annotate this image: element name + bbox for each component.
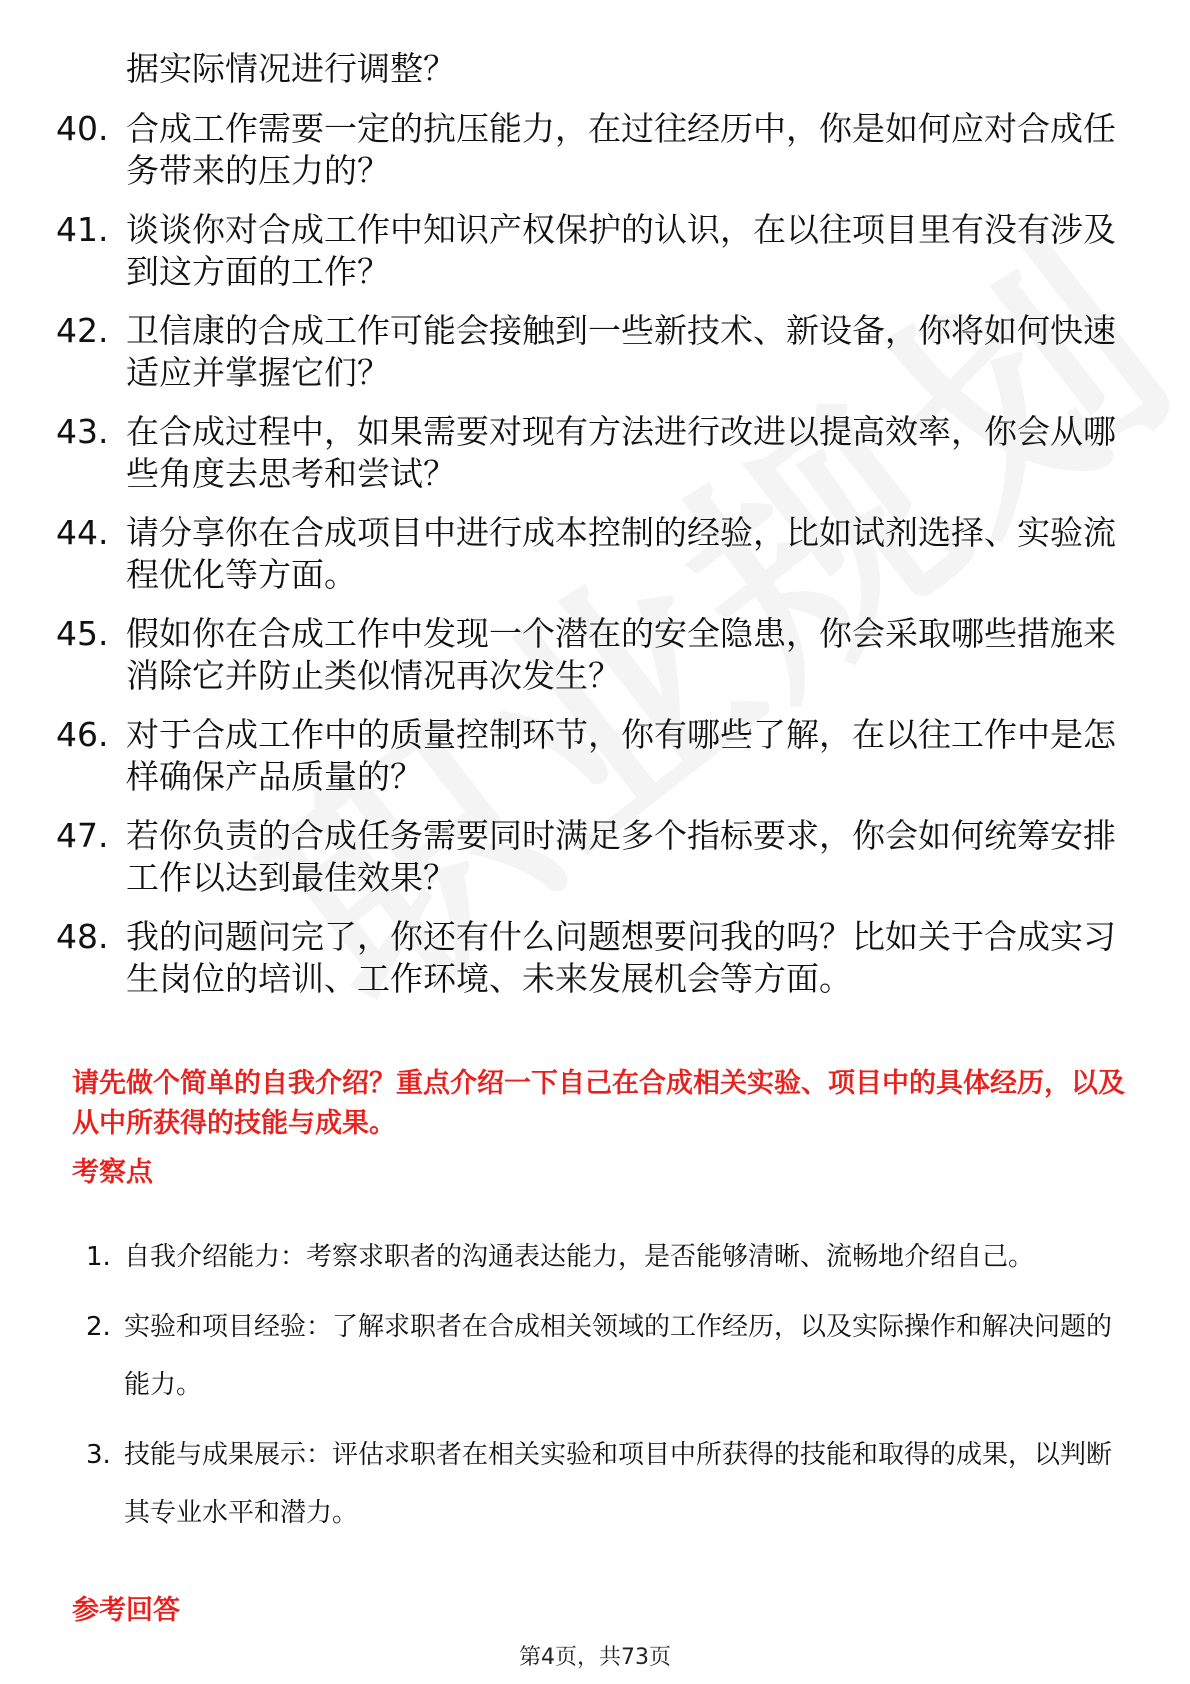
- question-text: 若你负责的合成任务需要同时满足多个指标要求，你会如何统筹安排工作以达到最佳效果？: [126, 816, 1116, 897]
- question-number: 40.: [56, 109, 109, 148]
- question-item: [56, 209, 1136, 293]
- question-number: 44.: [56, 513, 109, 552]
- question-text: 对于合成工作中的质量控制环节，你有哪些了解，在以往工作中是怎样确保产品质量的？: [126, 715, 1116, 796]
- list-number: 3.: [86, 1440, 111, 1470]
- question-number: 46.: [56, 715, 109, 754]
- question-item: [56, 310, 1136, 394]
- question-text: 谈谈你对合成工作中知识产权保护的认识，在以往项目里有没有涉及到这方面的工作？: [126, 210, 1116, 291]
- question-text: 在合成过程中，如果需要对现有方法进行改进以提高效率，你会从哪些角度去思考和尝试？: [126, 412, 1116, 493]
- list-item: [86, 1298, 1116, 1414]
- list-text: 技能与成果展示：评估求职者在相关实验和项目中所获得的技能和取得的成果，以判断其专业水平和潜力。: [124, 1440, 1113, 1528]
- question-item: [56, 613, 1136, 697]
- question-item: [56, 714, 1136, 798]
- section-heading-kaochadian: 考察点: [72, 1157, 153, 1188]
- question-item: [56, 512, 1136, 596]
- question-continuation: 据实际情况进行调整？: [126, 49, 456, 88]
- question-list: [56, 48, 1136, 1017]
- points-list: [86, 1228, 1116, 1554]
- question-text: 合成工作需要一定的抗压能力，在过往经历中，你是如何应对合成任务带来的压力的？: [126, 109, 1116, 190]
- question-number: 43.: [56, 412, 109, 451]
- list-text: 实验和项目经验：了解求职者在合成相关领域的工作经历，以及实际操作和解决问题的能力。: [124, 1312, 1113, 1400]
- question-text: 我的问题问完了，你还有什么问题想要问我的吗？比如关于合成实习生岗位的培训、工作环境、未来发展机会等方面。: [126, 917, 1116, 998]
- list-number: 2.: [86, 1312, 111, 1342]
- list-number: 1.: [86, 1242, 111, 1272]
- question-number: 41.: [56, 210, 109, 249]
- highlight-question: 请先做个简单的自我介绍？重点介绍一下自己在合成相关实验、项目中的具体经历，以及从中所获得的技能与成果。: [72, 1068, 1125, 1139]
- question-item: [56, 815, 1136, 899]
- question-text: 请分享你在合成项目中进行成本控制的经验，比如试剂选择、实验流程优化等方面。: [126, 513, 1116, 594]
- page-footer: 第4页，共73页: [519, 1645, 671, 1670]
- question-item: [56, 411, 1136, 495]
- list-item: [86, 1228, 1116, 1286]
- question-number: 48.: [56, 917, 109, 956]
- question-number: 47.: [56, 816, 109, 855]
- list-item: [86, 1426, 1116, 1542]
- question-item: [56, 108, 1136, 192]
- list-text: 自我介绍能力：考察求职者的沟通表达能力，是否能够清晰、流畅地介绍自己。: [124, 1242, 1035, 1272]
- question-number: 45.: [56, 614, 109, 653]
- section-heading-cankao: 参考回答: [72, 1595, 180, 1626]
- question-number: 42.: [56, 311, 109, 350]
- question-text: 卫信康的合成工作可能会接触到一些新技术、新设备，你将如何快速适应并掌握它们？: [126, 311, 1116, 392]
- question-item: [56, 916, 1136, 1000]
- question-text: 假如你在合成工作中发现一个潜在的安全隐患，你会采取哪些措施来消除它并防止类似情况再次发生？: [126, 614, 1116, 695]
